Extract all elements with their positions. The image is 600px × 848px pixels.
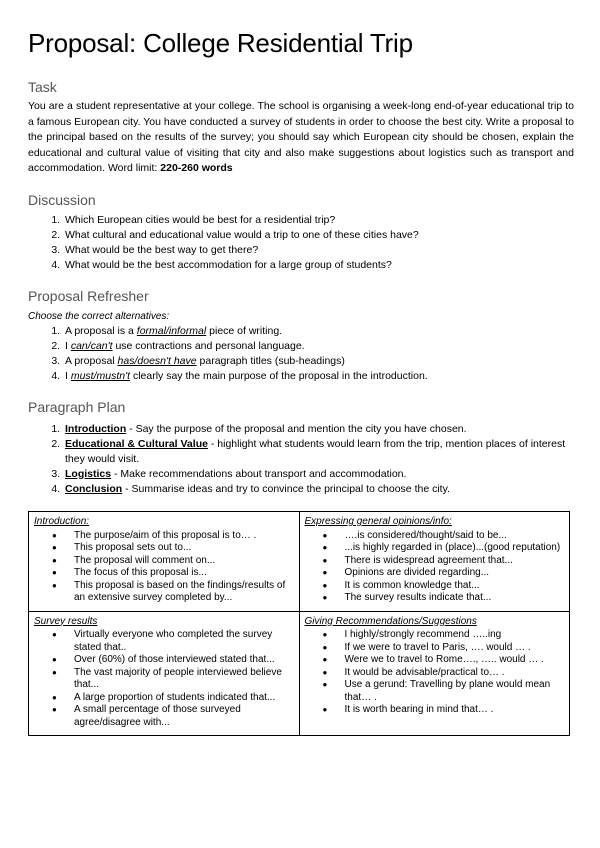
plan-term: Introduction <box>65 422 127 435</box>
list-item: ● It is worth bearing in mind that… . <box>345 704 565 717</box>
discussion-heading: Discussion <box>28 191 96 208</box>
word-limit: 220-260 words <box>160 162 233 174</box>
list-item: ● It is common knowledge that... <box>345 580 565 593</box>
table-row <box>29 512 570 612</box>
list-item: ● I highly/strongly recommend …..ing <box>345 629 565 642</box>
list-item: ● The focus of this proposal is... <box>74 567 294 580</box>
list-item: ● A small percentage of those surveyed agree/disagree with... <box>74 704 294 729</box>
list-item: ● There is widespread agreement that... <box>345 555 565 568</box>
opinions-cell <box>299 512 570 612</box>
refresher-post: use contractions and personal language. <box>112 339 305 352</box>
plan-desc: - Summarise ideas and try to convince the principal to choose the city. <box>122 482 450 495</box>
plan-item <box>63 482 574 497</box>
refresher-list <box>28 324 574 384</box>
list-item: ● It would be advisable/practical to… . <box>345 667 565 680</box>
plan-term: Logistics <box>65 467 112 480</box>
plan-heading: Paragraph Plan <box>28 398 126 415</box>
task-heading: Task <box>28 79 57 95</box>
plan-desc: - Make recommendations about transport and accommodation. <box>111 467 407 480</box>
list-item: ● Use a gerund: Travelling by plane would mean that… . <box>345 679 565 704</box>
refresher-item <box>63 369 574 384</box>
discussion-list <box>28 213 574 273</box>
plan-item <box>63 437 574 467</box>
list-item: ● The survey results indicate that... <box>345 592 565 605</box>
list-item: ● The purpose/aim of this proposal is to… . <box>74 530 294 543</box>
plan-item <box>63 422 574 437</box>
refresher-item <box>63 339 574 354</box>
refresher-pre: I <box>65 369 71 382</box>
refresher-alternatives: must/mustn't <box>70 369 131 382</box>
list-item: ● A large proportion of students indicated that... <box>74 692 294 705</box>
list-item: ● Virtually everyone who completed the survey stated that.. <box>74 629 294 654</box>
refresher-instruction: Choose the correct alternatives: <box>28 310 170 322</box>
plan-item <box>63 467 574 482</box>
task-body: You are a student representative at your college. The school is organising a week-long end-of-year educational trip to a famous European city. You have conducted a survey of students in order to choose the best city. Write a proposal to the principal based on the results of the survey; you should say which European city should be chosen, explain the educational and cultural value of visiting that city and also make suggestions about logistics such as transport and accommodation. Word limit: <box>28 100 574 174</box>
table-row <box>29 611 570 736</box>
plan-desc: - highlight what students would learn from the trip, mention places of interest they would visit. <box>65 437 566 465</box>
plan-list <box>28 422 574 497</box>
phrases-table <box>28 511 570 736</box>
refresher-heading: Proposal Refresher <box>28 287 149 304</box>
page-title: Proposal: College Residential Trip <box>28 28 413 58</box>
survey-list <box>34 629 294 729</box>
introduction-list <box>34 530 294 605</box>
refresher-item <box>63 324 574 339</box>
opinions-list <box>305 530 565 605</box>
introduction-title: Introduction: <box>34 516 90 527</box>
list-item: ● This proposal is based on the findings/results of an extensive survey completed by... <box>74 580 294 605</box>
list-item: ● If we were to travel to Paris, …. would … . <box>345 642 565 655</box>
refresher-post: piece of writing. <box>206 324 283 337</box>
discussion-item: 4. What would be the best accommodation for a large group of students? <box>63 258 574 273</box>
introduction-cell <box>29 512 300 612</box>
refresher-alternatives: can/can't <box>70 339 113 352</box>
list-item: ● The vast majority of people interviewed believe that... <box>74 667 294 692</box>
refresher-alternatives: formal/informal <box>136 324 207 337</box>
survey-title: Survey results <box>34 615 98 627</box>
discussion-item: 3. What would be the best way to get there? <box>63 243 574 258</box>
opinions-title: Expressing general opinions/info: <box>304 516 452 527</box>
list-item: ● Over (60%) of those interviewed stated that... <box>74 654 294 667</box>
refresher-post: clearly say the main purpose of the proposal in the introduction. <box>130 369 428 382</box>
list-item: ● Were we to travel to Rome…., ….. would … . <box>345 654 565 667</box>
document-page <box>28 26 574 497</box>
list-item: ● ...is highly regarded in (place)...(good reputation) <box>345 542 565 555</box>
recommendations-title: Giving Recommendations/Suggestions <box>304 615 477 627</box>
list-item: ● This proposal sets out to... <box>74 542 294 555</box>
refresher-alternatives: has/doesn't have <box>117 354 197 367</box>
list-item: ● The proposal will comment on... <box>74 555 294 568</box>
plan-term: Educational & Cultural Value <box>65 437 208 450</box>
refresher-pre: I <box>65 339 71 352</box>
refresher-pre: A proposal <box>65 354 118 367</box>
list-item: ● ….is considered/thought/said to be... <box>345 530 565 543</box>
plan-term: Conclusion <box>65 482 123 495</box>
list-item: ● Opinions are divided regarding... <box>345 567 565 580</box>
refresher-post: paragraph titles (sub-headings) <box>196 354 345 367</box>
refresher-pre: A proposal is a <box>65 324 137 337</box>
discussion-item: 2. What cultural and educational value would a trip to one of these cities have? <box>63 228 574 243</box>
task-text <box>28 99 574 177</box>
discussion-item: 1. Which European cities would be best for a residential trip? <box>63 213 574 228</box>
plan-desc: - Say the purpose of the proposal and mention the city you have chosen. <box>126 422 467 435</box>
refresher-item <box>63 354 574 369</box>
survey-cell <box>29 611 300 736</box>
recommendations-cell <box>299 611 570 736</box>
recommendations-list <box>305 629 565 717</box>
